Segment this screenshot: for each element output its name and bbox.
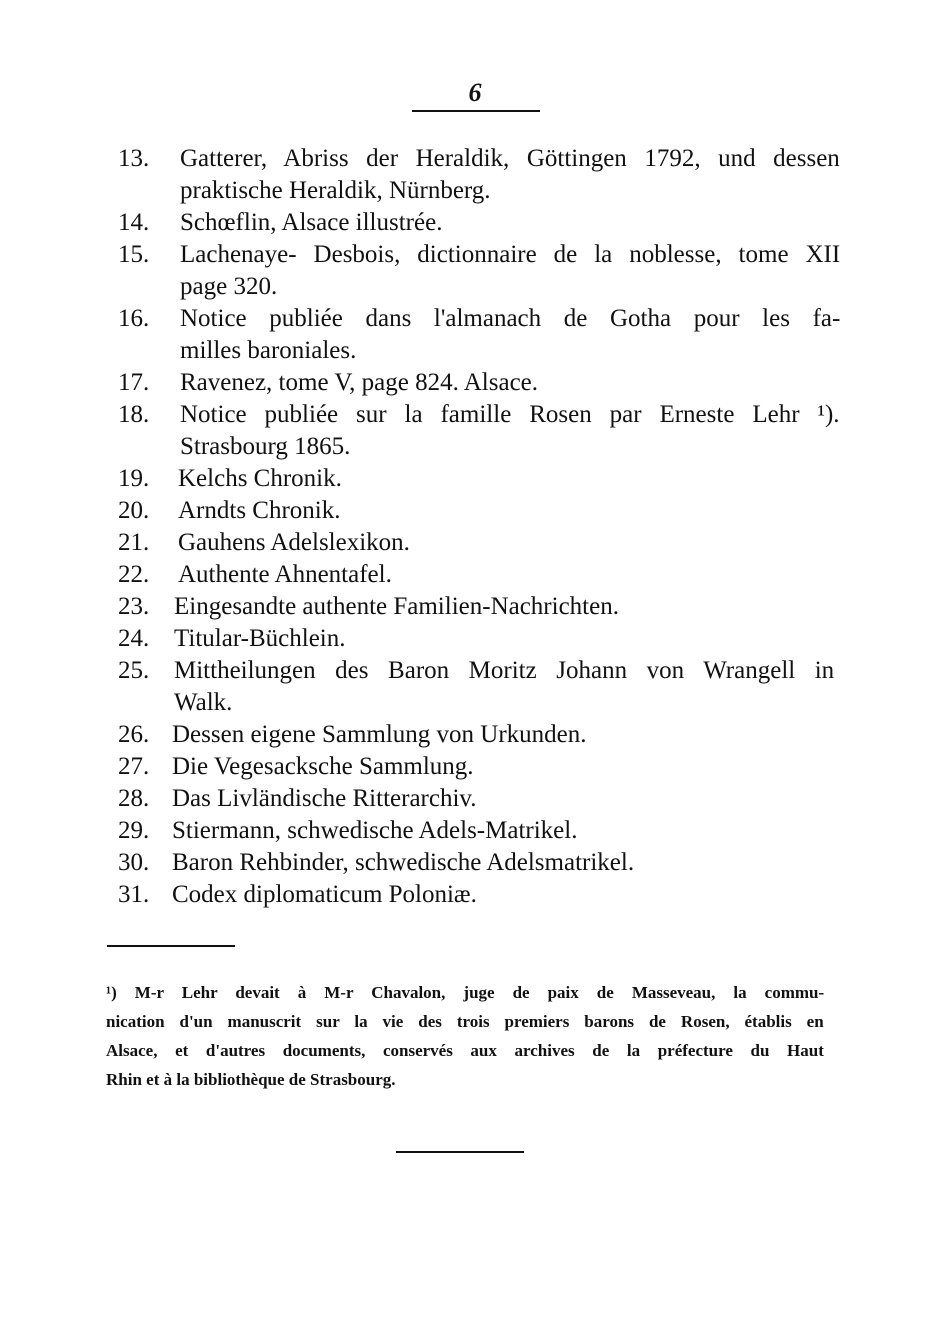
entry-number: 24. [118, 625, 150, 652]
entry-text-line: Titular-Büchlein. [174, 625, 346, 652]
entry-text [180, 367, 840, 399]
entry-number: 28. [118, 785, 150, 812]
entry-text-line: Eingesandte authente Familien-Nachrichten. [174, 593, 619, 620]
entry-number: 18. [118, 401, 150, 428]
entry-number: 14. [118, 209, 150, 236]
entry-number: 19. [118, 465, 150, 492]
list-item [0, 207, 936, 239]
entry-text-line: Notice publiée sur la famille Rosen par Erneste Lehr ¹). [180, 401, 840, 428]
entry-text-line: praktische Heraldik, Nürnberg. [180, 177, 491, 204]
entry-text [180, 303, 840, 367]
entry-text [172, 751, 832, 783]
entry-text-line: Das Livländische Ritterarchiv. [172, 785, 477, 812]
entry-number: 17. [118, 369, 150, 396]
list-item [0, 143, 936, 207]
entry-text [174, 655, 834, 719]
entry-text-line: Dessen eigene Sammlung von Urkunden. [172, 721, 587, 748]
entry-text-line: Gatterer, Abriss der Heraldik, Göttingen 1792, und dessen [180, 145, 840, 172]
entry-number: 13. [118, 145, 150, 172]
entry-number: 22. [118, 561, 150, 588]
list-item [0, 879, 936, 911]
entry-text [174, 591, 834, 623]
entry-number: 27. [118, 753, 150, 780]
list-item [0, 815, 936, 847]
entry-text-line: Arndts Chronik. [178, 497, 341, 524]
entry-text [180, 207, 840, 239]
entry-text-line: Strasbourg 1865. [180, 433, 351, 460]
entry-text-line: Lachenaye- Desbois, dictionnaire de la noblesse, tome XII [180, 241, 841, 268]
list-item [0, 623, 936, 655]
entry-text-line: Kelchs Chronik. [178, 465, 342, 492]
footnote-separator [107, 945, 235, 947]
footnote-line: Alsace, et d'autres documents, conservés aux archives de la préfecture du Haut [106, 1041, 824, 1060]
entry-number: 15. [118, 241, 150, 268]
page-end-rule [396, 1151, 524, 1153]
entry-number: 26. [118, 721, 150, 748]
entry-text [178, 463, 838, 495]
entry-text [172, 847, 832, 879]
entry-text-line: Baron Rehbinder, schwedische Adelsmatrikel. [172, 849, 635, 876]
list-item [0, 399, 936, 463]
entry-text-line: Stiermann, schwedische Adels-Matrikel. [172, 817, 578, 844]
entry-number: 20. [118, 497, 150, 524]
entry-text [172, 815, 832, 847]
entry-text-line: Walk. [174, 689, 233, 716]
entry-text [172, 719, 832, 751]
list-item [0, 527, 936, 559]
list-item [0, 751, 936, 783]
list-item [0, 591, 936, 623]
list-item [0, 495, 936, 527]
entry-text-line: Authente Ahnentafel. [178, 561, 392, 588]
entry-text [180, 143, 840, 207]
list-item [0, 719, 936, 751]
header-rule [412, 110, 540, 112]
list-item [0, 367, 936, 399]
list-item [0, 303, 936, 367]
entry-text-line: Schœflin, Alsace illustrée. [180, 209, 443, 236]
list-item [0, 655, 936, 719]
entry-text [174, 623, 834, 655]
entry-text [172, 783, 832, 815]
list-item [0, 559, 936, 591]
list-item [0, 783, 936, 815]
entry-number: 31. [118, 881, 150, 908]
list-item [0, 847, 936, 879]
entry-text [178, 495, 838, 527]
entry-text [178, 527, 838, 559]
entry-text-line: Codex diplomaticum Poloniæ. [172, 881, 477, 908]
entry-text [178, 559, 838, 591]
entry-text-line: Mittheilungen des Baron Moritz Johann von Wrangell in [174, 657, 835, 684]
entry-text-line: milles baroniales. [180, 337, 357, 364]
entry-text-line: Ravenez, tome V, page 824. Alsace. [180, 369, 539, 396]
entry-text-line: page 320. [180, 273, 278, 300]
list-item [0, 463, 936, 495]
entry-number: 29. [118, 817, 150, 844]
entry-text-line: Die Vegesacksche Sammlung. [172, 753, 474, 780]
entry-number: 21. [118, 529, 150, 556]
entry-number: 16. [118, 305, 150, 332]
footnote-line: Rhin et à la bibliothèque de Strasbourg. [106, 1070, 396, 1089]
footnote-line: nication d'un manuscrit sur la vie des trois premiers barons de Rosen, établis en [106, 1012, 824, 1031]
list-item [0, 239, 936, 303]
entry-text-line: Gauhens Adelslexikon. [178, 529, 410, 556]
entry-number: 25. [118, 657, 150, 684]
entry-text [180, 239, 840, 303]
entry-text [180, 399, 840, 463]
footnote [106, 978, 824, 1094]
page-number: 6 [468, 78, 482, 107]
footnote-line: ¹) M-r Lehr devait à M-r Chavalon, juge de paix de Masseveau, la commu- [106, 983, 825, 1002]
entry-text [172, 879, 832, 911]
entry-number: 23. [118, 593, 150, 620]
bibliography-list [0, 143, 936, 911]
entry-number: 30. [118, 849, 150, 876]
entry-text-line: Notice publiée dans l'almanach de Gotha pour les fa- [180, 305, 841, 332]
